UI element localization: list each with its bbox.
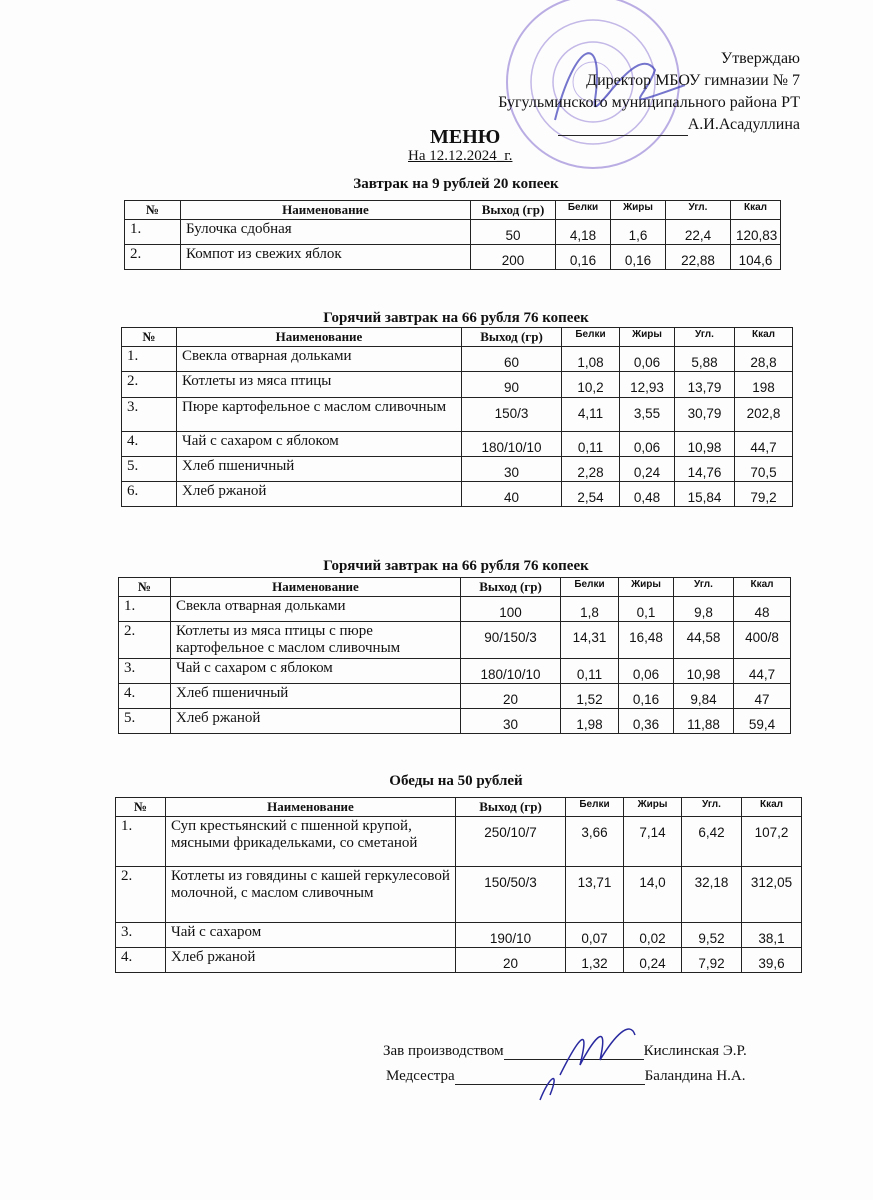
approval-signature xyxy=(498,114,800,136)
item-carbs: 9,52 xyxy=(682,923,742,948)
item-carbs: 7,92 xyxy=(682,948,742,973)
item-name: Чай с сахаром с яблоком xyxy=(171,659,461,684)
item-number: 4. xyxy=(122,432,177,457)
item-number: 1. xyxy=(122,347,177,372)
item-carbs: 22,88 xyxy=(666,245,731,270)
item-name: Суп крестьянский с пшенной крупой, мясными фрикадельками, со сметаной xyxy=(166,817,456,867)
column-header: Жиры xyxy=(619,578,674,597)
page-title: МЕНЮ xyxy=(430,126,501,148)
item-fat: 7,14 xyxy=(624,817,682,867)
item-fat: 0,02 xyxy=(624,923,682,948)
table-header xyxy=(122,328,793,347)
column-header: № xyxy=(116,798,166,817)
table-row xyxy=(122,372,793,398)
item-name: Хлеб пшеничный xyxy=(177,457,462,482)
item-yield: 200 xyxy=(471,245,556,270)
item-carbs: 30,79 xyxy=(675,398,735,432)
table-row xyxy=(116,948,802,973)
column-header: Жиры xyxy=(624,798,682,817)
column-header: Наименование xyxy=(177,328,462,347)
item-number: 2. xyxy=(122,372,177,398)
item-number: 1. xyxy=(119,597,171,622)
table-row xyxy=(119,684,791,709)
section-caption: Горячий завтрак на 66 рубля 76 копеек xyxy=(323,310,589,326)
item-yield: 20 xyxy=(461,684,561,709)
item-fat: 0,36 xyxy=(619,709,674,734)
column-header: Выход (гр) xyxy=(471,201,556,220)
item-number: 2. xyxy=(125,245,181,270)
table-row xyxy=(116,867,802,923)
item-kcal: 28,8 xyxy=(735,347,793,372)
item-carbs: 10,98 xyxy=(674,659,734,684)
item-number: 6. xyxy=(122,482,177,507)
item-yield: 50 xyxy=(471,220,556,245)
item-name: Свекла отварная дольками xyxy=(177,347,462,372)
column-header: Выход (гр) xyxy=(462,328,562,347)
item-kcal: 44,7 xyxy=(735,432,793,457)
item-number: 3. xyxy=(119,659,171,684)
item-fat: 16,48 xyxy=(619,622,674,659)
item-carbs: 9,8 xyxy=(674,597,734,622)
item-kcal: 48 xyxy=(734,597,791,622)
table-row xyxy=(119,622,791,659)
item-name: Свекла отварная дольками xyxy=(171,597,461,622)
column-header: Жиры xyxy=(611,201,666,220)
item-carbs: 5,88 xyxy=(675,347,735,372)
table-row xyxy=(119,659,791,684)
column-header: Белки xyxy=(561,578,619,597)
item-protein: 3,66 xyxy=(566,817,624,867)
table-row xyxy=(122,347,793,372)
item-carbs: 32,18 xyxy=(682,867,742,923)
column-header: Жиры xyxy=(620,328,675,347)
signature-name: Кислинская Э.Р. xyxy=(643,1043,747,1059)
item-protein: 1,8 xyxy=(561,597,619,622)
item-kcal: 202,8 xyxy=(735,398,793,432)
item-carbs: 10,98 xyxy=(675,432,735,457)
signature-role: Медсестра xyxy=(386,1068,455,1084)
item-kcal: 44,7 xyxy=(734,659,791,684)
item-name: Чай с сахаром с яблоком xyxy=(177,432,462,457)
item-protein: 0,07 xyxy=(566,923,624,948)
item-kcal: 107,2 xyxy=(742,817,802,867)
item-number: 1. xyxy=(125,220,181,245)
item-carbs: 6,42 xyxy=(682,817,742,867)
item-yield: 150/50/3 xyxy=(456,867,566,923)
item-carbs: 14,76 xyxy=(675,457,735,482)
item-name: Чай с сахаром xyxy=(166,923,456,948)
item-fat: 0,24 xyxy=(620,457,675,482)
table-row xyxy=(116,923,802,948)
item-fat: 0,24 xyxy=(624,948,682,973)
column-header: Угл. xyxy=(675,328,735,347)
item-number: 2. xyxy=(116,867,166,923)
column-header: Ккал xyxy=(731,201,781,220)
item-protein: 2,54 xyxy=(562,482,620,507)
item-yield: 250/10/7 xyxy=(456,817,566,867)
item-protein: 4,18 xyxy=(556,220,611,245)
item-carbs: 44,58 xyxy=(674,622,734,659)
item-fat: 3,55 xyxy=(620,398,675,432)
item-fat: 1,6 xyxy=(611,220,666,245)
column-header: Выход (гр) xyxy=(461,578,561,597)
item-kcal: 39,6 xyxy=(742,948,802,973)
column-header: Выход (гр) xyxy=(456,798,566,817)
director-name: А.И.Асадуллина xyxy=(687,116,800,133)
column-header: Угл. xyxy=(666,201,731,220)
item-name: Котлеты из мяса птицы с пюре картофельное с маслом сливочным xyxy=(171,622,461,659)
column-header: Ккал xyxy=(735,328,793,347)
column-header: Ккал xyxy=(742,798,802,817)
item-fat: 14,0 xyxy=(624,867,682,923)
item-protein: 0,11 xyxy=(562,432,620,457)
column-header: Наименование xyxy=(181,201,471,220)
item-protein: 0,11 xyxy=(561,659,619,684)
item-carbs: 15,84 xyxy=(675,482,735,507)
signature-name: Баландина Н.А. xyxy=(644,1068,746,1084)
item-number: 4. xyxy=(119,684,171,709)
item-carbs: 22,4 xyxy=(666,220,731,245)
item-yield: 150/3 xyxy=(462,398,562,432)
item-name: Хлеб ржаной xyxy=(171,709,461,734)
table-header xyxy=(125,201,781,220)
item-yield: 100 xyxy=(461,597,561,622)
approval-line: Утверждаю xyxy=(720,50,800,67)
item-fat: 0,1 xyxy=(619,597,674,622)
item-protein: 1,32 xyxy=(566,948,624,973)
item-number: 5. xyxy=(122,457,177,482)
table-row xyxy=(122,432,793,457)
item-number: 5. xyxy=(119,709,171,734)
item-kcal: 400/8 xyxy=(734,622,791,659)
item-protein: 10,2 xyxy=(562,372,620,398)
table-row xyxy=(122,398,793,432)
column-header: Наименование xyxy=(166,798,456,817)
column-header: № xyxy=(122,328,177,347)
item-fat: 0,06 xyxy=(620,432,675,457)
item-yield: 30 xyxy=(462,457,562,482)
column-header: № xyxy=(125,201,181,220)
item-yield: 90 xyxy=(462,372,562,398)
table-row xyxy=(119,597,791,622)
column-header: Наименование xyxy=(171,578,461,597)
table-header xyxy=(116,798,802,817)
item-fat: 0,48 xyxy=(620,482,675,507)
item-kcal: 59,4 xyxy=(734,709,791,734)
item-yield: 40 xyxy=(462,482,562,507)
item-number: 2. xyxy=(119,622,171,659)
section-caption: Горячий завтрак на 66 рубля 76 копеек xyxy=(323,558,589,574)
approval-position: Директор МБОУ гимназии № 7 xyxy=(586,72,800,89)
item-name: Котлеты из мяса птицы xyxy=(177,372,462,398)
item-carbs: 9,84 xyxy=(674,684,734,709)
menu-table xyxy=(124,200,781,270)
item-fat: 0,16 xyxy=(619,684,674,709)
column-header: № xyxy=(119,578,171,597)
item-protein: 1,98 xyxy=(561,709,619,734)
item-protein: 2,28 xyxy=(562,457,620,482)
item-name: Булочка сдобная xyxy=(181,220,471,245)
item-fat: 0,06 xyxy=(620,347,675,372)
column-header: Белки xyxy=(562,328,620,347)
column-header: Белки xyxy=(566,798,624,817)
item-yield: 20 xyxy=(456,948,566,973)
item-carbs: 11,88 xyxy=(674,709,734,734)
item-number: 1. xyxy=(116,817,166,867)
item-yield: 90/150/3 xyxy=(461,622,561,659)
item-protein: 13,71 xyxy=(566,867,624,923)
item-kcal: 120,83 xyxy=(731,220,781,245)
item-kcal: 38,1 xyxy=(742,923,802,948)
item-protein: 1,52 xyxy=(561,684,619,709)
item-name: Компот из свежих яблок xyxy=(181,245,471,270)
signature-role: Зав производством xyxy=(383,1043,504,1059)
item-yield: 30 xyxy=(461,709,561,734)
item-protein: 14,31 xyxy=(561,622,619,659)
item-protein: 4,11 xyxy=(562,398,620,432)
item-name: Хлеб ржаной xyxy=(177,482,462,507)
item-kcal: 70,5 xyxy=(735,457,793,482)
column-header: Угл. xyxy=(674,578,734,597)
menu-date: На 12.12.2024_г. xyxy=(408,148,513,164)
item-kcal: 104,6 xyxy=(731,245,781,270)
table-row xyxy=(125,220,781,245)
item-name: Хлеб ржаной xyxy=(166,948,456,973)
column-header: Белки xyxy=(556,201,611,220)
column-header: Угл. xyxy=(682,798,742,817)
item-kcal: 47 xyxy=(734,684,791,709)
item-yield: 180/10/10 xyxy=(462,432,562,457)
item-kcal: 198 xyxy=(735,372,793,398)
table-row xyxy=(116,817,802,867)
item-fat: 12,93 xyxy=(620,372,675,398)
item-kcal: 312,05 xyxy=(742,867,802,923)
item-yield: 180/10/10 xyxy=(461,659,561,684)
menu-table xyxy=(115,797,802,973)
item-fat: 0,06 xyxy=(619,659,674,684)
item-yield: 60 xyxy=(462,347,562,372)
item-protein: 0,16 xyxy=(556,245,611,270)
section-caption: Завтрак на 9 рублей 20 копеек xyxy=(353,176,559,192)
table-header xyxy=(119,578,791,597)
item-name: Хлеб пшеничный xyxy=(171,684,461,709)
section-caption: Обеды на 50 рублей xyxy=(389,773,523,789)
item-kcal: 79,2 xyxy=(735,482,793,507)
table-row xyxy=(122,482,793,507)
item-number: 3. xyxy=(122,398,177,432)
approval-block xyxy=(498,48,800,136)
item-name: Пюре картофельное с маслом сливочным xyxy=(177,398,462,432)
item-yield: 190/10 xyxy=(456,923,566,948)
table-row xyxy=(119,709,791,734)
handwritten-signatures xyxy=(520,1015,660,1105)
item-number: 4. xyxy=(116,948,166,973)
item-number: 3. xyxy=(116,923,166,948)
column-header: Ккал xyxy=(734,578,791,597)
approval-organization: Бугульминского муниципального района РТ xyxy=(498,94,800,111)
table-row xyxy=(122,457,793,482)
item-carbs: 13,79 xyxy=(675,372,735,398)
menu-table xyxy=(118,577,791,734)
item-fat: 0,16 xyxy=(611,245,666,270)
table-row xyxy=(125,245,781,270)
item-protein: 1,08 xyxy=(562,347,620,372)
item-name: Котлеты из говядины с кашей геркулесовой молочной, с маслом сливочным xyxy=(166,867,456,923)
menu-table xyxy=(121,327,793,507)
